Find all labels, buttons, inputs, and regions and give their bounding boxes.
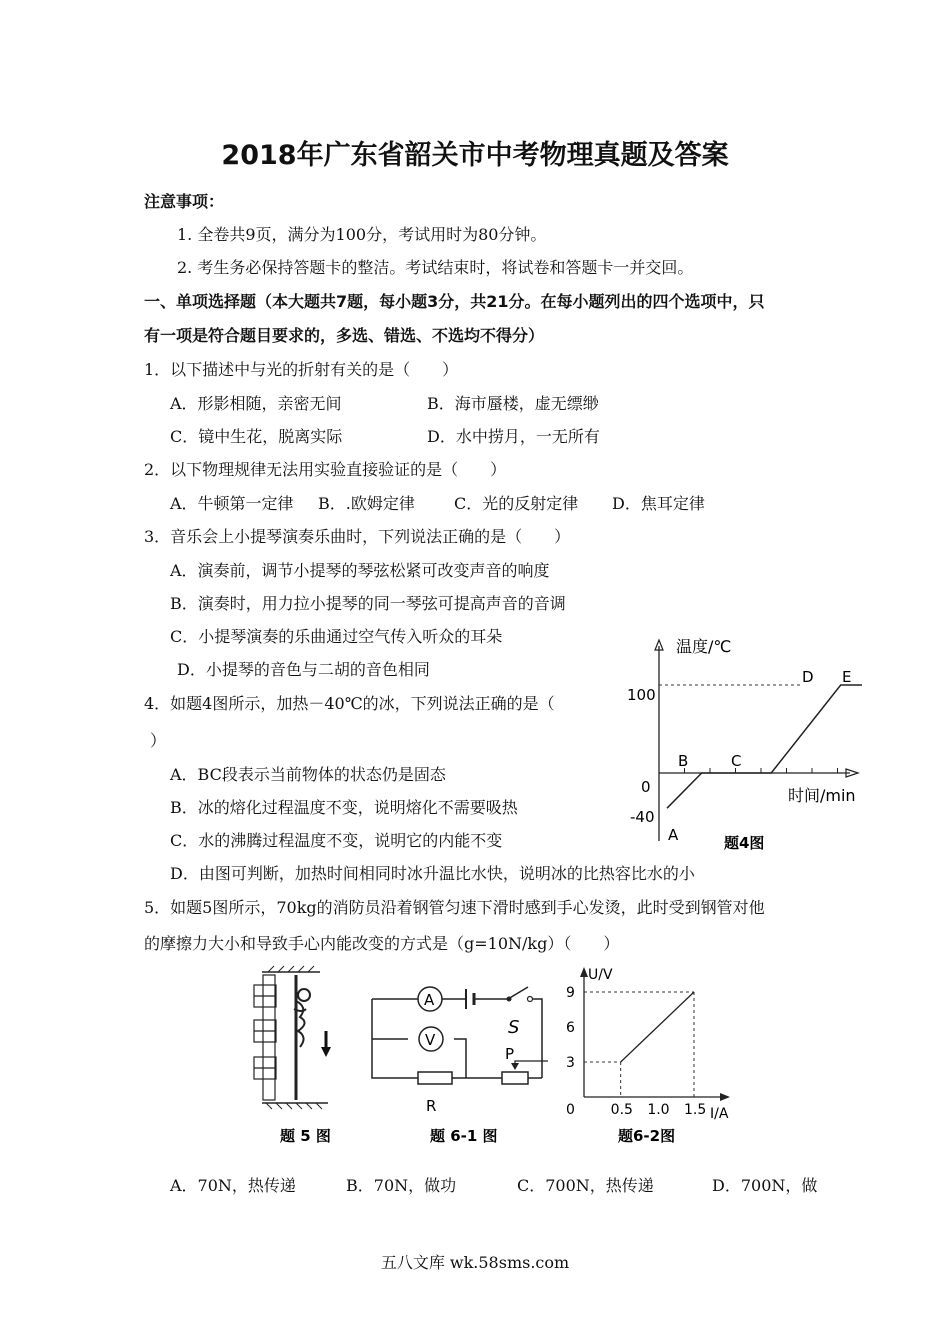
question-stem: 3．音乐会上小提琴演奏乐曲时，下列说法正确的是（ ）	[144, 527, 571, 546]
figure-5-illustration	[250, 965, 360, 1150]
fig5-floors	[254, 985, 276, 1079]
question-stem-cont: ）	[150, 731, 167, 750]
option-d: D．小提琴的音色与二胡的音色相同	[177, 660, 430, 679]
option-b: B．70N，做功	[346, 1176, 457, 1195]
fig62-y-tick-label: 3	[566, 1055, 575, 1071]
fig62-caption: 题6-2图	[618, 1127, 676, 1145]
option-b: B．.欧姆定律	[318, 494, 415, 513]
fig62-x-tick-label: 1.0	[647, 1102, 670, 1118]
question-stem: 4．如题4图所示，加热－40℃的冰，下列说法正确的是（	[144, 694, 555, 713]
fig4-point-c: C	[731, 752, 742, 770]
option-c: C．700N，热传递	[517, 1176, 654, 1195]
figure-6-1-circuit	[368, 975, 548, 1150]
fig62-y-tick-label: 9	[566, 985, 575, 1001]
fig61-switch-contact	[528, 997, 533, 1002]
fig61-slider-wire	[515, 1061, 548, 1068]
fig61-switch-blade	[508, 987, 528, 999]
notice-item: 2. 考生务必保持答题卡的整洁。考试结束时，将试卷和答题卡一并交回。	[177, 258, 694, 277]
question-stem: 5．如题5图所示，70kg的消防员沿着钢管匀速下滑时感到手心发烫，此时受到钢管对他	[144, 898, 765, 917]
notice-heading: 注意事项：	[144, 192, 225, 211]
fig62-x-tick-label: 0.5	[610, 1102, 633, 1118]
fig5-wall	[263, 975, 275, 1100]
fig62-x-label: I/A	[710, 1106, 729, 1122]
figure-6-2-chart	[558, 965, 748, 1150]
fig61-rheostat	[502, 1072, 528, 1084]
fig4-tick-0: 0	[641, 778, 651, 796]
fig4-point-e: E	[842, 668, 852, 686]
fig5-ceiling-hatch	[268, 966, 314, 972]
fig4-caption: 题4图	[724, 834, 765, 852]
question-stem: 2．以下物理规律无法用实验直接验证的是（ ）	[144, 460, 507, 479]
fig61-resistor-label: R	[426, 1097, 437, 1115]
page-title: 2018年广东省韶关市中考物理真题及答案	[221, 140, 729, 171]
option-a: A．BC段表示当前物体的状态仍是固态	[170, 765, 446, 784]
fig61-slider-arrow-icon	[511, 1063, 519, 1070]
fig62-y-tick-label: 6	[566, 1020, 575, 1036]
fig61-slider-label: P	[505, 1045, 515, 1063]
fig61-switch-pivot	[507, 997, 512, 1002]
notice-item: 1. 全卷共9页，满分为100分，考试用时为80分钟。	[177, 225, 547, 244]
fig62-y-label: U/V	[588, 967, 613, 983]
option-c: C．小提琴演奏的乐曲通过空气传入听众的耳朵	[170, 627, 503, 646]
fig61-wire-right	[532, 999, 542, 1078]
question-stem: 1．以下描述中与光的折射有关的是（ ）	[144, 360, 459, 379]
fig4-x-label: 时间/min	[788, 786, 856, 805]
option-b: B．冰的熔化过程温度不变，说明熔化不需要吸热	[170, 798, 518, 817]
fig4-point-b: B	[678, 752, 689, 770]
fig4-point-a: A	[668, 826, 679, 844]
fig4-tick-100: 100	[627, 686, 656, 704]
option-a: A．形影相随，亲密无间	[170, 394, 342, 413]
fig5-caption: 题 5 图	[280, 1127, 331, 1145]
fig61-switch-label: S	[508, 1017, 520, 1038]
option-a: A．70N，热传递	[170, 1176, 296, 1195]
fig62-y-arrow	[580, 967, 588, 977]
fig61-caption: 题 6-1 图	[430, 1127, 498, 1145]
option-d: D．由图可判断，加热时间相同时冰升温比水快，说明冰的比热容比水的小	[170, 864, 695, 883]
option-a: A．牛顿第一定律	[170, 494, 294, 513]
section-heading-cont: 有一项是符合题目要求的，多选、错选、不选均不得分）	[144, 326, 545, 345]
fig61-wire-volt-right	[454, 1039, 466, 1078]
fig62-origin: 0	[566, 1102, 575, 1118]
fig62-x-arrow	[720, 1093, 730, 1101]
option-d: D．焦耳定律	[612, 494, 705, 513]
fig62-y-ticks	[566, 985, 575, 1071]
question-stem-cont: 的摩擦力大小和导致手心内能改变的方式是（g=10N/kg）（ ）	[144, 934, 620, 953]
option-c: C．镜中生花，脱离实际	[170, 427, 343, 446]
option-c: C．光的反射定律	[454, 494, 579, 513]
page-footer: 五八文库 wk.58sms.com	[380, 1253, 570, 1272]
fig61-resistor	[418, 1072, 452, 1084]
fig61-voltmeter-label: V	[425, 1031, 436, 1049]
option-c: C．水的沸腾过程温度不变，说明它的内能不变	[170, 831, 503, 850]
fig4-y-label: 温度/℃	[676, 637, 732, 656]
option-d: D．700N，做	[712, 1176, 818, 1195]
figure-4-chart	[622, 636, 862, 856]
option-d: D．水中捞月，一无所有	[427, 427, 600, 446]
fig62-x-ticks	[611, 1102, 707, 1118]
fig5-down-arrow-icon	[321, 1031, 331, 1057]
fig4-tick-neg40: -40	[630, 808, 655, 826]
option-a: A．演奏前，调节小提琴的琴弦松紧可改变声音的响度	[170, 561, 550, 580]
fig62-ui-line	[621, 992, 694, 1062]
fig62-x-tick-label: 1.5	[684, 1102, 707, 1118]
fig61-ammeter-label: A	[424, 991, 435, 1009]
fig4-point-d: D	[802, 668, 814, 686]
option-b: B．海市蜃楼，虚无缥缈	[427, 394, 599, 413]
fig5-ground-hatch	[266, 1103, 322, 1109]
option-b: B．演奏时，用力拉小提琴的同一琴弦可提高声音的音调	[170, 594, 566, 613]
section-heading: 一、单项选择题（本大题共7题，每小题3分，共21分。在每小题列出的四个选项中，只	[144, 292, 765, 311]
